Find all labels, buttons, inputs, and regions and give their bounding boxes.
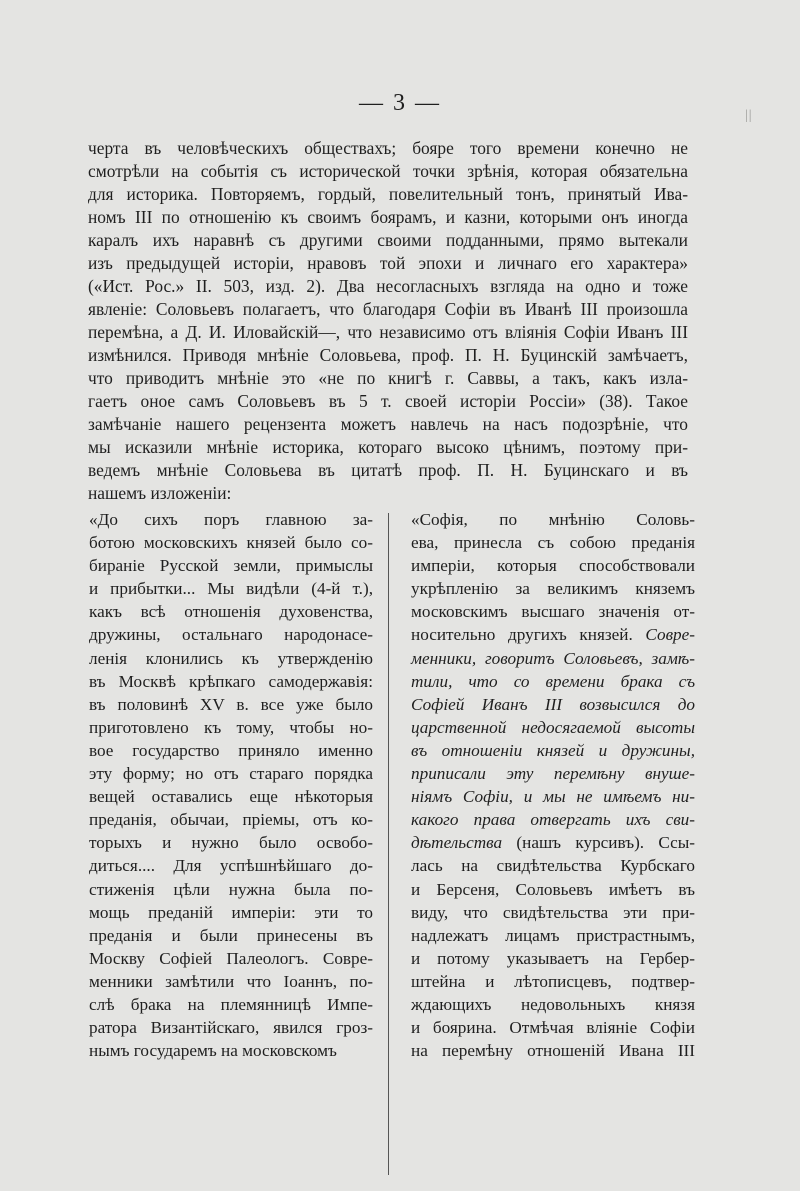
text-line [411,831,695,854]
text-line: перемѣна, а Д. И. Иловайскій—, что независимо отъ вліянія Софіи Иванъ III [88,322,688,342]
text-line [411,993,695,1016]
text-line [411,693,695,716]
text-line [411,508,695,531]
text-line: въ Москвѣ крѣпкаго самодержавія: [89,671,373,691]
text-line [411,762,695,785]
text-line [411,924,695,947]
text-line: номъ III по отношенію къ своимъ боярамъ, и казни, которыми онъ иногда [88,207,688,227]
main-paragraph [88,137,688,505]
italic-segment: менники, говоритъ Соловьевъ, замѣ- [411,648,695,668]
italic-segment: въ отношеніи князей и дружины, [411,740,695,760]
text-line [411,623,695,646]
text-line: какъ всѣ отношенія духовенства, [89,602,373,622]
text-segment: штейна и лѣтописцевъ, подтвер- [411,971,695,991]
text-segment: московскимъ высшаго значенія от- [411,602,695,622]
text-line: изъ предыдущей исторіи, нравовъ той эпохи и личнаго его характера» [88,253,688,273]
italic-segment: какого права отвергать ихъ сви- [411,810,695,830]
text-line: смотрѣли на событія съ исторической точки зрѣнія, которая обязательна [88,161,688,181]
text-line: гаетъ оное самъ Соловьевъ въ 5 т. своей исторіи Россіи» (38). Такое [88,391,688,411]
text-line: торыхъ и нужно было освобо- [89,833,373,853]
text-line: слѣ брака на племянницѣ Импе- [89,994,373,1014]
text-line [411,531,695,554]
text-line [411,854,695,877]
text-line: приготовлено къ тому, чтобы но- [89,717,373,737]
text-line: ботою московскихъ князей было со- [89,533,373,553]
text-segment: и потому указываетъ на Гербер- [411,948,695,968]
text-segment: ждающихъ недовольныхъ князя [411,994,695,1014]
text-line: «До сихъ поръ главною за- [89,510,373,529]
text-segment: надлежатъ лицамъ пристрастнымъ, [411,925,695,945]
text-line: каралъ ихъ наравнѣ съ другими своими подданными, прямо вытекали [88,230,688,250]
text-line: стиженія цѣли нужна была по- [89,879,373,899]
text-line [411,739,695,762]
text-line [411,554,695,577]
text-line: въ половинѣ XV в. все уже было [89,694,373,714]
text-segment: и Берсеня, Соловьевъ имѣетъ въ [411,879,695,899]
text-line: мощь преданій имперіи: эти то [89,902,373,922]
text-line [411,785,695,808]
text-line [411,878,695,901]
text-line: что приводитъ мнѣніе это «не по книгѣ г. Саввы, а такъ, какъ изла- [88,368,688,388]
text-segment: имперіи, которыя способствовали [411,556,695,576]
text-line [411,1039,695,1062]
text-line: ведемъ мнѣніе Соловьева въ цитатѣ проф. П. Н. Буцинскаго и въ [88,460,688,480]
text-line: нымъ государемъ на московскомъ [89,1041,337,1061]
text-line [411,647,695,670]
text-line: явленіе: Соловьевъ полагаетъ, что благодаря Софіи въ Иванѣ III произошла [88,299,688,319]
italic-segment: приписали эту перемѣну внуше- [411,764,695,784]
left-column-quote [89,508,373,1062]
text-line [411,947,695,970]
text-line: преданія, обычаи, пріемы, отъ ко- [89,810,373,830]
text-line: вещей оставались еще нѣкоторыя [89,787,373,807]
text-segment: ева, принесла съ собою преданія [411,533,695,553]
text-line: бираніе Русской земли, примыслы [89,556,373,576]
text-line: измѣнился. Приводя мнѣніе Соловьева, проф. П. Н. Буцинскій замѣчаетъ, [88,345,688,365]
column-divider [388,513,389,1175]
text-line [411,970,695,993]
text-line: ратора Византійскаго, явился гроз- [89,1018,373,1038]
text-line [411,577,695,600]
text-line [411,716,695,739]
italic-segment: царственной недосягаемой высоты [411,717,695,737]
text-line [411,670,695,693]
text-line [411,1016,695,1039]
italic-segment: дѣтельства [411,833,503,853]
text-segment: укрѣпленію за великимъ княземъ [411,579,695,599]
text-line: черта въ человѣческихъ обществахъ; бояре того времени конечно не [88,138,688,158]
text-line: эту форму; но отъ стараго порядка [89,764,373,784]
italic-segment: тили, что со времени брака съ [411,671,695,691]
text-line: мы исказили мнѣніе историка, котораго высоко цѣнимъ, поэтому при- [88,437,688,457]
text-line: менники замѣтили что Іоаннъ, по- [89,971,373,991]
text-line: нашемъ изложеніи: [88,483,232,503]
text-segment: на перемѣну отношеній Ивана III [411,1041,695,1061]
page-number: — 3 — [359,90,441,116]
right-column-quote [411,508,695,1062]
text-segment: носительно другихъ князей. [411,625,646,645]
italic-segment: Софіей Иванъ III возвысился до [411,694,695,714]
text-line: вое государство приняло именно [89,740,373,760]
margin-mark: || [745,108,753,123]
text-line: диться.... Для успѣшнѣйшаго до- [89,856,373,876]
text-line [411,600,695,623]
text-line: преданія и были принесены въ [89,925,373,945]
text-line [411,808,695,831]
text-segment: и боярина. Отмѣчая вліяніе Софіи [411,1018,695,1038]
text-line: для историка. Повторяемъ, гордый, повелительный тонъ, принятый Ива- [88,184,688,204]
italic-segment: Совре- [645,625,695,645]
text-line: Москву Софіей Палеологъ. Совре- [89,948,373,968]
text-line: и прибытки... Мы видѣли (4-й т.), [89,579,373,599]
text-line: («Ист. Рос.» II. 503, изд. 2). Два несогласныхъ взгляда на одно и тоже [88,276,688,296]
text-segment: виду, что свидѣтельства эти при- [411,902,695,922]
text-segment: (нашъ курсивъ). Ссы- [502,833,695,853]
text-line: замѣчаніе нашего рецензента можетъ навлечь на насъ подозрѣніе, что [88,414,688,434]
text-line [411,901,695,924]
italic-segment: ніямъ Софіи, и мы не имѣемъ ни- [411,787,695,807]
text-segment: лась на свидѣтельства Курбскаго [411,856,695,876]
text-line: дружины, остальнаго народонасе- [89,625,373,645]
text-segment: «Софія, по мнѣнію Соловь- [411,510,695,529]
text-line: ленія клонились къ утвержденію [89,648,373,668]
